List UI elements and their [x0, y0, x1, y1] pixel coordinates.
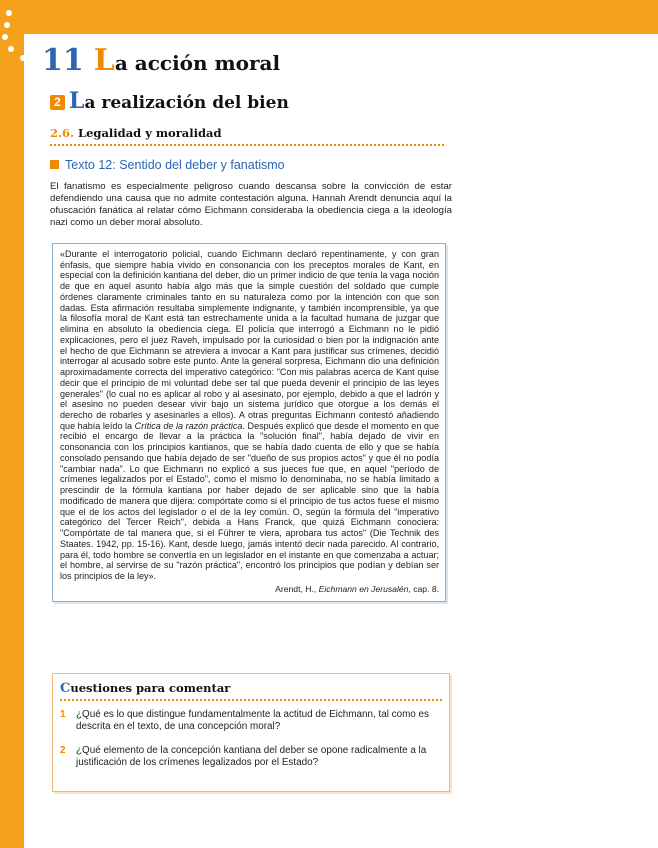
- question-item: [60, 709, 443, 733]
- left-color-band: [0, 0, 24, 848]
- citation-author: Arendt, H.,: [275, 583, 319, 594]
- questions-list: [60, 709, 443, 781]
- section-title: [50, 88, 289, 114]
- question-text: ¿Qué es lo que distingue fundamentalmente la actitud de Eichmann, tal como es descrita en el texto, de una concepción moral?: [76, 709, 429, 732]
- square-bullet-icon: [50, 160, 59, 169]
- intro-paragraph: El fanatismo es especialmente peligroso cuando descansa sobre la convicción de estar defendiendo una causa que no admite contestación alguna. Hannah Arendt denuncia aquí la ofuscación fanática al relatar cómo Eichmann consideraba la obediencia ciega a la ideología nazi como un deber moral absoluto.: [50, 181, 452, 228]
- chapter-title-text: a acción moral: [114, 51, 281, 75]
- quote-part-1: «Durante el interrogatorio policial, cuando Eichmann declaró repentinamente, y con gran énfasis, que siempre había vivido en consonancia con los preceptos morales de Kant, en especial con la definición kantiana del deber, dio un primer indicio de que tenía la vaga noción de que en aquel asunto había algo más que la simple cuestión del soldado que cumple órdenes claramente criminales tanto en su naturaleza como por la intención con que son dadas. Esta afirmación resultaba simplemente indignante, y también incomprensible, ya que la filosofía moral de Kant está tan estrechamente unida a la facultad humana de juzgar que elimina en absoluto la obediencia ciega. El policía que interrogó a Eichmann no le pidió explicaciones, pero el juez Raveh, impulsado por la curiosidad o bien por la indignación ante el hecho de que Eichmann se atreviera a invocar a Kant para justificar sus crímenes, decidió interrogar al acusado sobre este punto. Ante la general sorpresa, Eichmann dio una definición aproximadamente correcta del imperativo categórico: "Con mis palabras acerca de Kant quise decir que el principio de mi voluntad debe ser tal que pueda devenir el principio de las leyes generales" (lo cual no es aplicar al robo y al asesinato, por ejemplo, debido a que el ladrón y el asesino no pueden desear vivir bajo un sistema jurídico que otorgue a los demás el derecho de robarles y asesinarles a ellos). A otras preguntas Eichmann contestó añadiendo que había leído la: [60, 249, 439, 431]
- citation: [60, 584, 439, 595]
- section-initial: L: [69, 88, 85, 114]
- text-title: Texto 12: Sentido del deber y fanatismo: [65, 158, 285, 172]
- subsection-number: 2.6.: [50, 126, 75, 140]
- top-color-band: [0, 0, 658, 34]
- dot-icon: [20, 55, 26, 61]
- questions-title-text: uestiones para comentar: [70, 681, 231, 695]
- dot-icon: [2, 34, 8, 40]
- chapter-header: [42, 43, 602, 78]
- quote-box: [52, 243, 446, 602]
- question-number: 2: [60, 745, 66, 756]
- decorative-dots: [0, 8, 30, 68]
- subsection-heading: [50, 126, 444, 146]
- subsection-title: Legalidad y moralidad: [74, 126, 222, 140]
- quote-book-title: Crítica de la razón práctica: [134, 420, 243, 431]
- chapter-title: [42, 43, 602, 78]
- section-title-text: a realización del bien: [84, 93, 289, 113]
- dot-icon: [8, 46, 14, 52]
- citation-work: Eichmann en Jerusalén: [318, 583, 409, 594]
- question-text: ¿Qué elemento de la concepción kantiana del deber se opone radicalmente a la justificación de los crímenes legalizados por el Estado?: [76, 745, 427, 768]
- question-number: 1: [60, 709, 66, 720]
- question-item: [60, 745, 443, 769]
- text-heading: [50, 158, 285, 172]
- questions-title-initial: C: [60, 681, 71, 696]
- section-number-badge: 2: [50, 95, 65, 110]
- chapter-initial: L: [93, 43, 115, 78]
- questions-title: [60, 681, 442, 701]
- dot-icon: [4, 22, 10, 28]
- quote-part-2: . Después explicó que desde el momento en que recibió el encargo de llevar a la práctica la "solución final", había dejado de vivir en consonancia con los principios kantianos, que se había dado cuenta de ello y que se había consolado pensando que había dejado de ser "dueño de sus propios actos" y que él no podía "cambiar nada". Lo que Eichmann no explicó a sus jueces fue que, en aquel "período de crímenes legalizados por el Estado", como el mismo lo denominaba, no se había limitado a prescindir de la fórmula kantiana por haber dejado de ser aplicable sino que la había modificado de manera que dijera: compórtate como si el principio de tus actos fuese el mismo que el de los actos del legislador o el de la ley común. O, según la fórmula del "imperativo categórico del Tercer Reich", debida a Hans Franck, que quizá Eichmann conociera: "Compórtate de tal manera que, si el Führer te viera, aprobara tus actos" (Die Technik des Staates. 1942, pp. 15-16). Kant, desde luego, jamás intentó decir nada parecido. Al contrario, para él, todo hombre se convertía en un legislador en el instante en que comenzaba a actuar; el hombre, al servirse de su "razón práctica", encontró los principios que podían y debían ser los principios de la ley».: [60, 420, 440, 582]
- citation-page: , cap. 8.: [408, 583, 439, 594]
- questions-box: [52, 673, 450, 792]
- chapter-number: 11: [42, 43, 84, 78]
- quote-text: [60, 249, 439, 582]
- dot-icon: [6, 10, 12, 16]
